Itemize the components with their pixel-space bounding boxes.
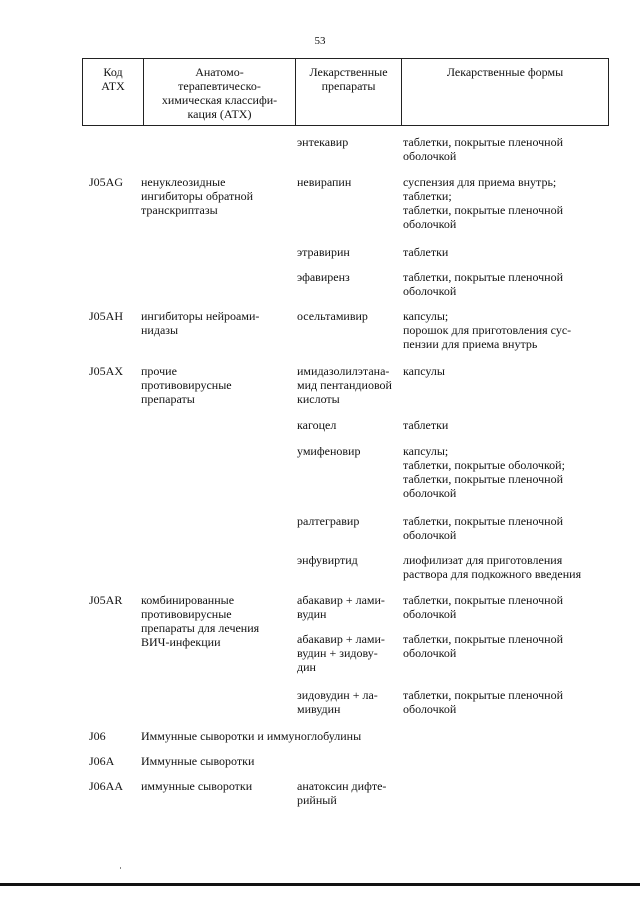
atc-code: J05AH: [89, 309, 124, 323]
dosage-form: таблетки, покрытые пленочной оболочкой: [403, 688, 564, 716]
drug-name: энтекавир: [297, 135, 349, 149]
dosage-form: таблетки, покрытые пленочной оболочкой: [403, 135, 564, 163]
dosage-form: таблетки, покрытые пленочной оболочкой: [403, 514, 564, 542]
drug-name: невирапин: [297, 175, 352, 189]
drug-name: умифеновир: [297, 444, 361, 458]
atc-section-title: Иммунные сыворотки: [141, 754, 255, 768]
dosage-form: таблетки, покрытые пленочной оболочкой: [403, 632, 564, 660]
dosage-form: таблетки: [403, 418, 449, 432]
table-header: [82, 58, 609, 126]
dosage-form: таблетки: [403, 245, 449, 259]
header-drugs: Лекарственные препараты: [296, 59, 402, 126]
drug-name: кагоцел: [297, 418, 337, 432]
atc-code: J05AX: [89, 364, 124, 378]
drug-name: эфавиренз: [297, 270, 350, 284]
atc-code: J06: [89, 729, 106, 743]
bottom-rule: [0, 883, 640, 886]
atc-code: J05AG: [89, 175, 124, 189]
atc-classification: комбинированные противовирусные препараты для лечения ВИЧ-инфекции: [141, 593, 260, 649]
atc-code: J05AR: [89, 593, 123, 607]
drug-name: абакавир + лами- вудин + зидову- дин: [297, 632, 385, 674]
drug-name: осельтамивир: [297, 309, 368, 323]
dosage-form: капсулы: [403, 364, 445, 378]
page-number: 53: [314, 35, 326, 47]
drug-name: ралтегравир: [297, 514, 360, 528]
dosage-form: суспензия для приема внутрь; таблетки; таблетки, покрытые пленочной оболочкой: [403, 175, 564, 231]
header-classification: Анатомо- терапевтическо- химическая классифи- кация (АТХ): [144, 59, 296, 126]
dosage-form: капсулы; таблетки, покрытые оболочкой; таблетки, покрытые пленочной оболочкой: [403, 444, 565, 500]
drug-name: зидовудин + ла- мивудин: [297, 688, 378, 716]
atc-classification: иммунные сыворотки: [141, 779, 253, 793]
drug-name: энфувиртид: [297, 553, 358, 567]
drug-name: анатоксин дифте- рийный: [297, 779, 387, 807]
scan-mark: [120, 867, 121, 869]
header-code: Код АТХ: [83, 59, 144, 126]
drug-name: абакавир + лами- вудин: [297, 593, 385, 621]
atc-classification: ингибиторы нейроами- нидазы: [141, 309, 260, 337]
dosage-form: капсулы; порошок для приготовления сус- пензии для приема внутрь: [403, 309, 572, 351]
atc-code: J06A: [89, 754, 115, 768]
dosage-form: таблетки, покрытые пленочной оболочкой: [403, 270, 564, 298]
dosage-form: лиофилизат для приготовления раствора для подкожного введения: [403, 553, 582, 581]
drug-name: имидазолилэтана- мид пентандиовой кислоты: [297, 364, 392, 406]
atc-section-title: Иммунные сыворотки и иммуноглобулины: [141, 729, 362, 743]
atc-classification: ненуклеозидные ингибиторы обратной транскриптазы: [141, 175, 254, 217]
header-forms: Лекарственные формы: [402, 59, 609, 126]
atc-code: J06AA: [89, 779, 124, 793]
drug-name: этравирин: [297, 245, 350, 259]
dosage-form: таблетки, покрытые пленочной оболочкой: [403, 593, 564, 621]
atc-classification: прочие противовирусные препараты: [141, 364, 232, 406]
